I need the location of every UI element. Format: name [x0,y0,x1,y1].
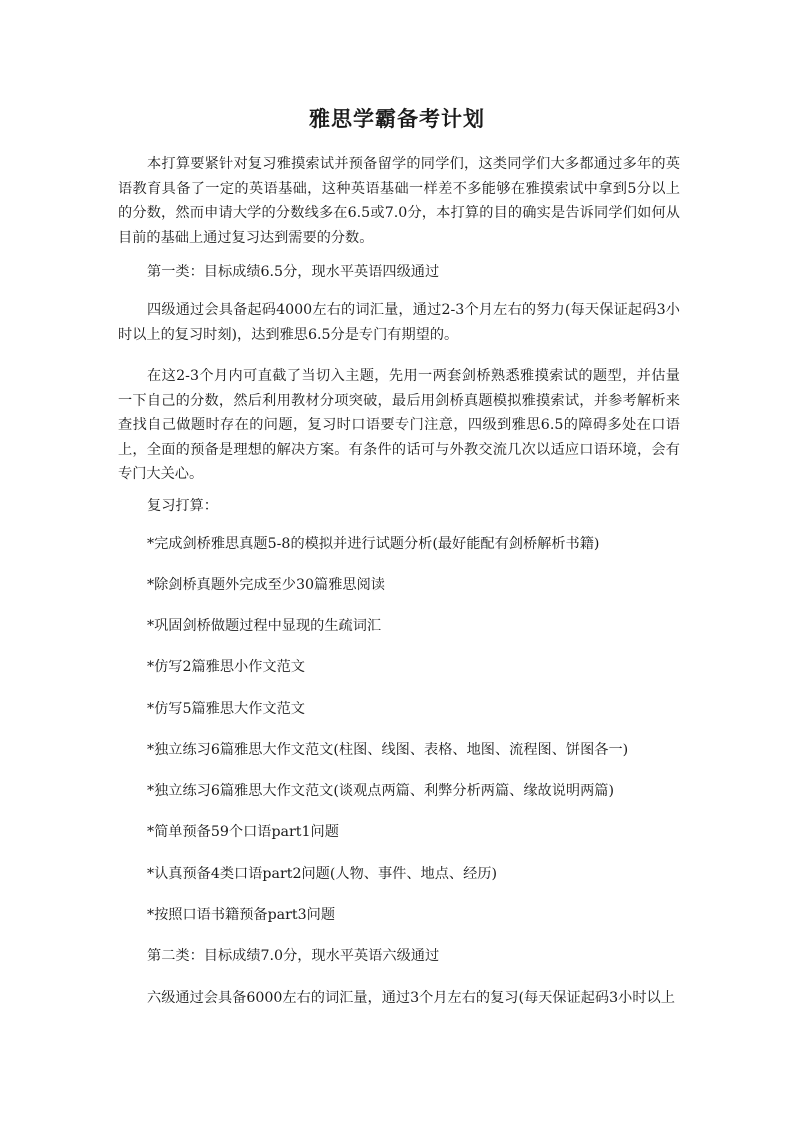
plan-item: *完成剑桥雅思真题5-8的模拟并进行试题分析(最好能配有剑桥解析书籍) [147,536,600,552]
plan-item: *仿写2篇雅思小作文范文 [147,659,305,675]
plan-item: *简单预备59个口语part1问题 [147,824,339,840]
plan-heading: 复习打算： [147,498,218,514]
plan-item: *仿写5篇雅思大作文范文 [147,701,305,717]
category1-paragraph-1: 四级通过会具备起码4000左右的词汇量，通过2-3个月左右的努力(每天保证起码3小时以上的复习时刻)，达到雅思6.5分是专门有期望的。 [118,302,680,343]
category2-heading: 第二类：目标成绩7.0分，现水平英语六级通过 [147,948,440,964]
category1-paragraph-2: 在这2-3个月内可直截了当切入主题，先用一两套剑桥熟悉雅摸索试的题型，并估量一下自己的分数，然后利用教材分项突破，最后用剑桥真题模拟雅摸索试，并参考解析来查找自己做题时存在的问题，复习时口语要专门注意，四级到雅思6.5的障碍多处在口语上，全面的预备是理想的解决方案。有条件的话可与外教交流几次以适应口语环境，会有专门大关心。 [118,368,680,482]
document-title: 雅思学霸备考计划 [309,106,485,131]
plan-item: *按照口语书籍预备part3问题 [147,907,336,923]
category1-heading: 第一类：目标成绩6.5分，现水平英语四级通过 [147,264,440,280]
intro-paragraph: 本打算要紧针对复习雅摸索试并预备留学的同学们，这类同学们大多都通过多年的英语教育具备了一定的英语基础，这种英语基础一样差不多能够在雅摸索试中拿到5分以上的分数，然而申请大学的分数线多在6.5或7.0分，本打算的目的确实是告诉同学们如何从目前的基础上通过复习达到需要的分数。 [118,156,680,246]
plan-item: *认真预备4类口语part2问题(人物、事件、地点、经历) [147,866,497,882]
plan-item: *巩固剑桥做题过程中显现的生疏词汇 [147,618,382,634]
plan-item: *独立练习6篇雅思大作文范文(柱图、线图、表格、地图、流程图、饼图各一) [147,742,629,758]
plan-item: *独立练习6篇雅思大作文范文(谈观点两篇、利弊分析两篇、缘故说明两篇) [147,783,615,799]
plan-item: *除剑桥真题外完成至少30篇雅思阅读 [147,577,385,593]
category2-paragraph-1: 六级通过会具备6000左右的词汇量，通过3个月左右的复习(每天保证起码3小时以上 [147,990,675,1006]
